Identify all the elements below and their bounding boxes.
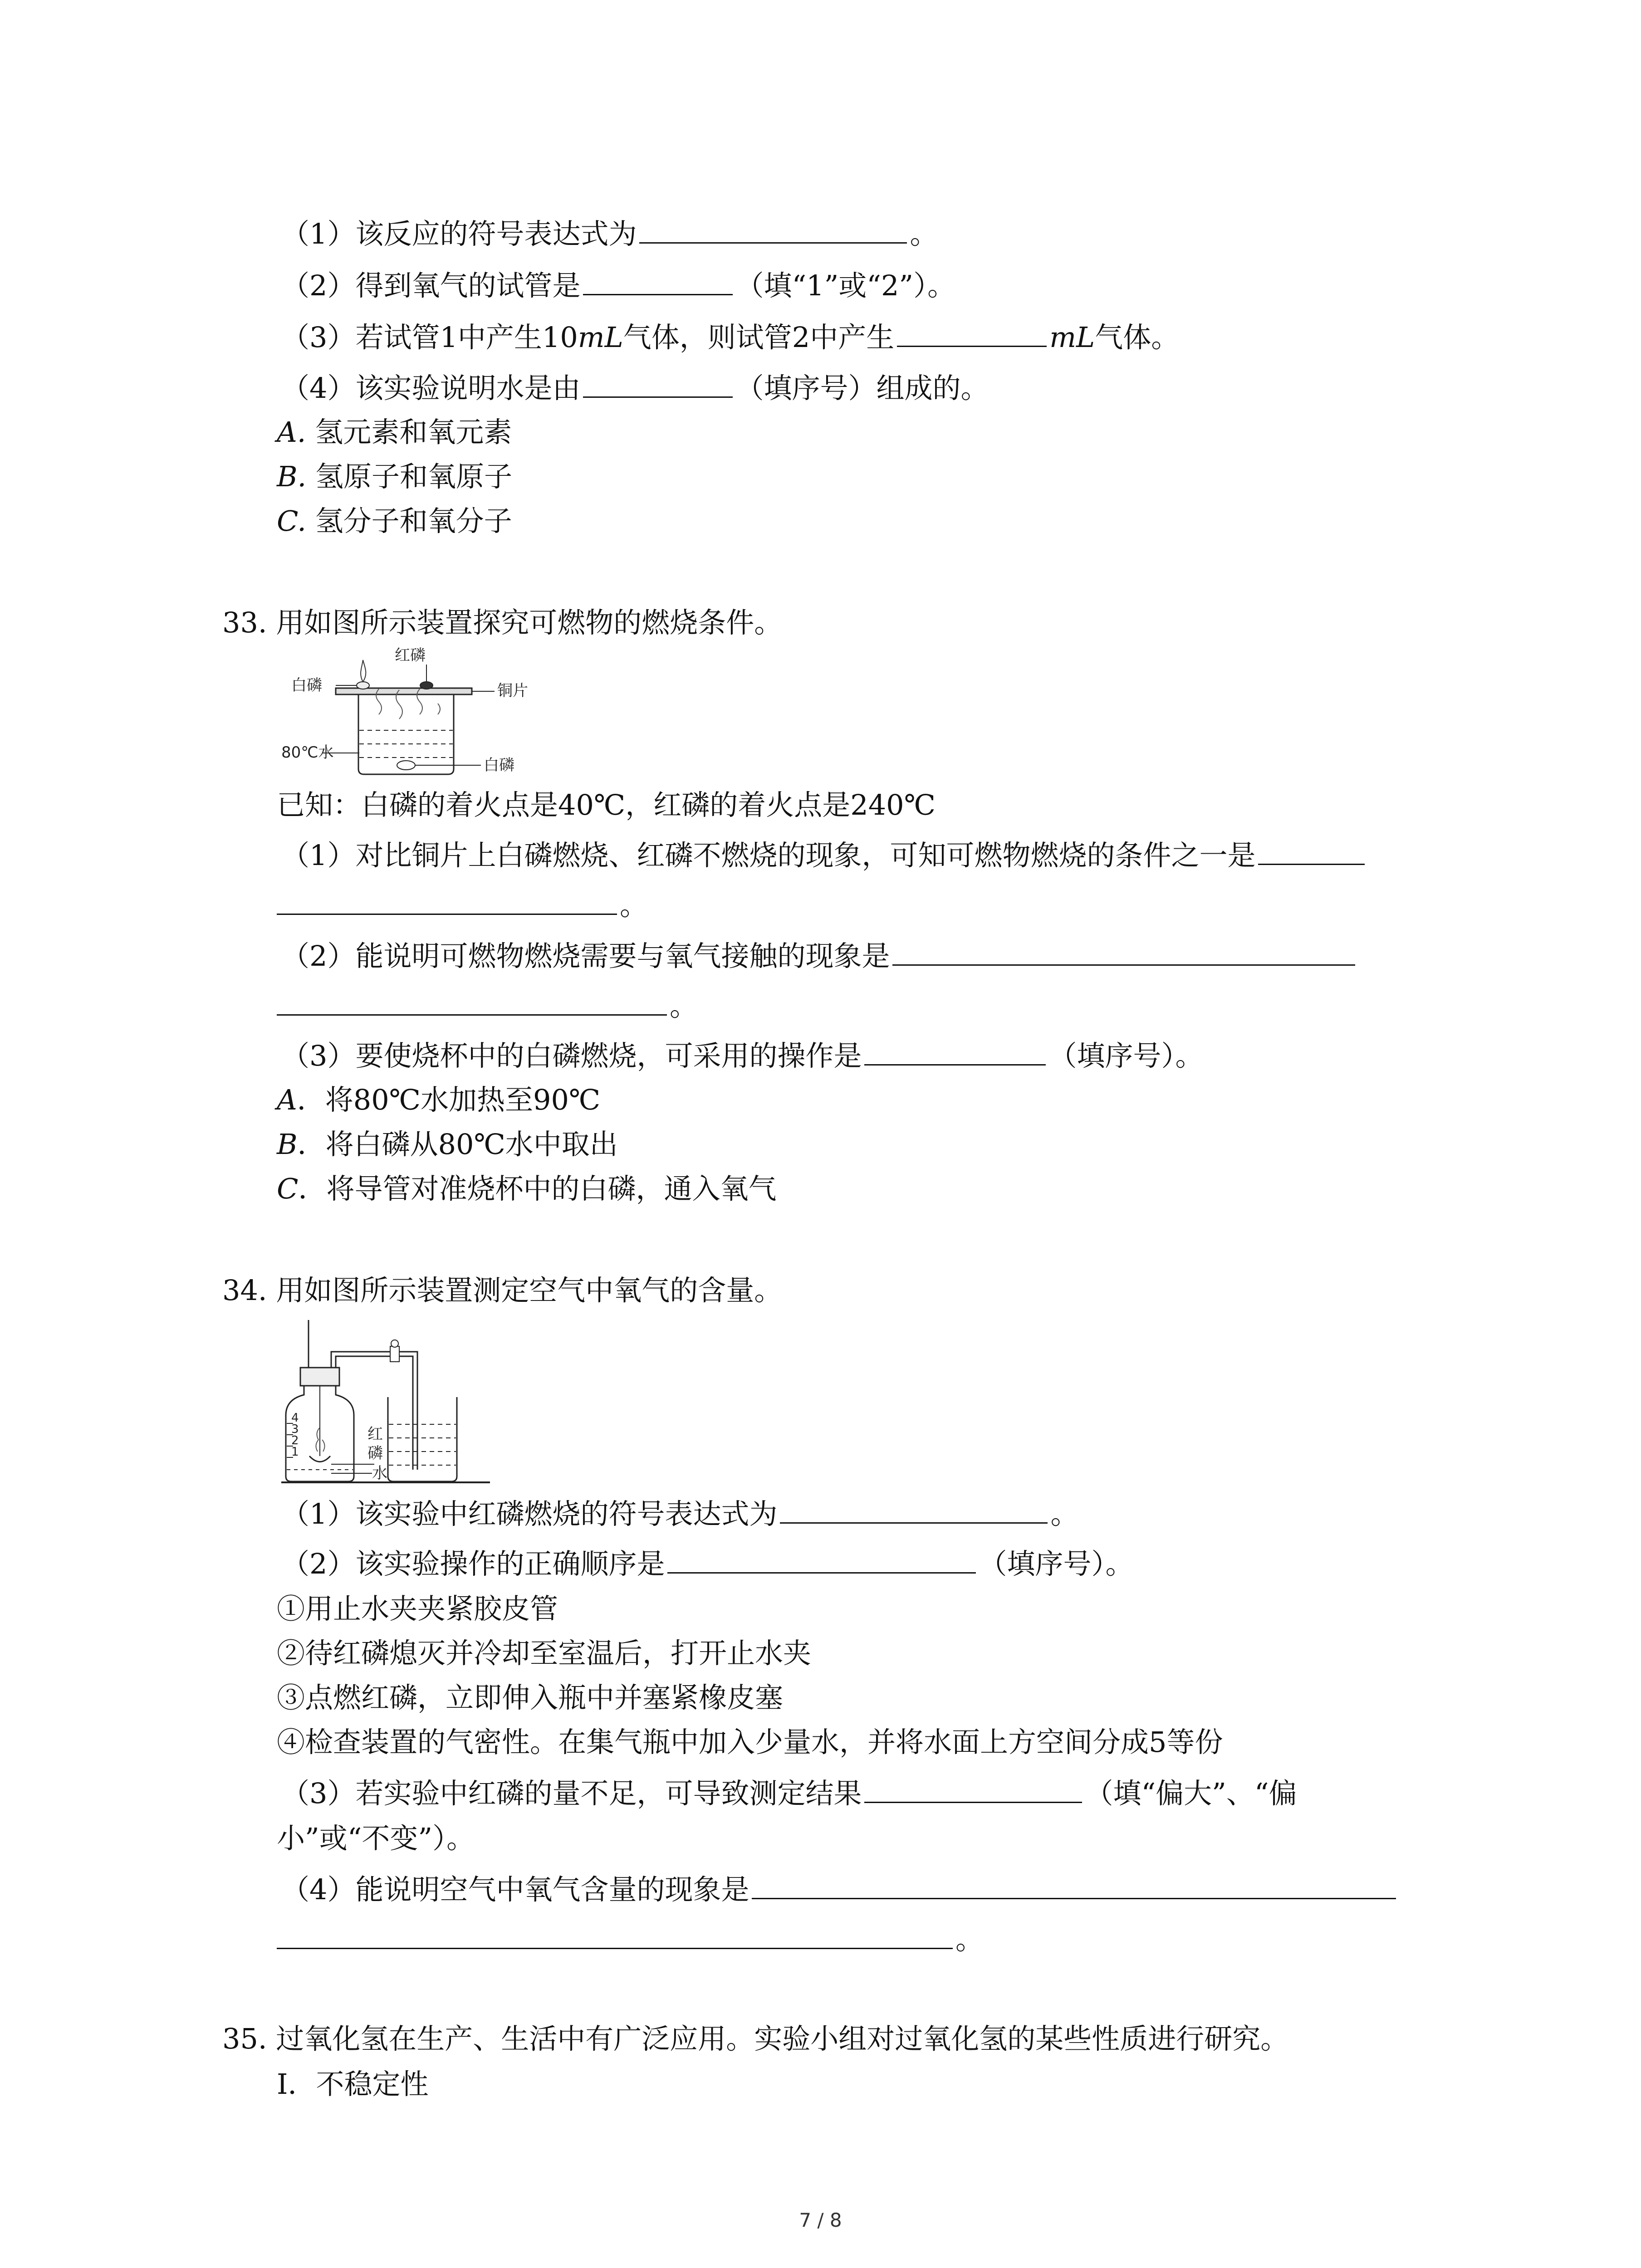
answer-blank[interactable] — [277, 884, 617, 915]
label-white-phosphorus-bottom: 白磷 — [484, 756, 514, 774]
q34-step-2: ②待红磷熄灭并冷却至室温后，打开止水夹 — [277, 1637, 812, 1670]
answer-blank[interactable] — [277, 984, 667, 1016]
q32-option-c: C. 氢分子和氧分子 — [277, 504, 512, 538]
q33-option-c: C．将导管对准烧杯中的白磷，通入氧气 — [277, 1172, 777, 1205]
q33-sub3: （3）要使烧杯中的白磷燃烧，可采用的操作是 （填序号）。 — [281, 1034, 1203, 1076]
q34-step-4: ④检查装置的气密性。在集气瓶中加入少量水，并将水面上方空间分成5等份 — [277, 1725, 1223, 1759]
label-hot-water: 80℃水 — [281, 743, 334, 762]
q32-sub4: （4）该实验说明水是由 （填序号）组成的。 — [281, 367, 989, 409]
answer-blank[interactable] — [892, 934, 1355, 966]
scale-mark-2: 2 — [291, 1434, 299, 1447]
red-phosphorus — [420, 682, 433, 689]
copper-sheet — [336, 688, 472, 694]
scale-mark-4: 4 — [291, 1411, 299, 1425]
q33-stem: 33. 用如图所示装置探究可燃物的燃烧条件。 — [222, 606, 783, 639]
q33-option-a: A．将80℃水加热至90℃ — [277, 1083, 601, 1116]
white-phosphorus-bottom — [397, 761, 415, 770]
q33-sub1: （1）对比铜片上白磷燃烧、红磷不燃烧的现象，可知可燃物燃烧的条件之一是 — [281, 834, 1367, 876]
scale-mark-1: 1 — [291, 1445, 299, 1459]
q33-sub2: （2）能说明可燃物燃烧需要与氧气接触的现象是 — [281, 934, 1358, 977]
q34-sub4: （4）能说明空气中氧气含量的现象是 — [281, 1868, 1399, 1910]
answer-blank[interactable] — [864, 1034, 1046, 1066]
water-stop-clamp — [390, 1346, 399, 1362]
q32-sub2: （2）得到氧气的试管是 （填“1”或“2”）。 — [281, 264, 955, 306]
answer-blank[interactable] — [752, 1868, 1396, 1899]
answer-blank[interactable] — [667, 1542, 976, 1574]
combustion-spoon — [309, 1456, 330, 1462]
beaker — [388, 1397, 457, 1481]
answer-blank[interactable] — [639, 212, 907, 244]
answer-blank[interactable] — [897, 316, 1047, 347]
answer-blank[interactable] — [583, 367, 733, 398]
rubber-stopper — [300, 1368, 339, 1386]
label-red: 红 — [367, 1425, 383, 1443]
label-white-phosphorus-top: 白磷 — [291, 676, 322, 694]
q34-sub1: （1）该实验中红磷燃烧的符号表达式为 。 — [281, 1492, 1078, 1535]
oxygen-content-apparatus-figure — [281, 1320, 490, 1492]
page-number: 7 / 8 — [799, 2209, 842, 2231]
answer-blank[interactable] — [1258, 834, 1365, 865]
answer-blank[interactable] — [277, 1918, 953, 1949]
answer-blank[interactable] — [583, 264, 733, 295]
white-phosphorus-top — [357, 682, 369, 689]
flame-icon — [361, 660, 366, 682]
q32-option-a: A. 氢元素和氧元素 — [277, 415, 512, 449]
label-red-phosphorus: 红磷 — [395, 646, 426, 665]
q34-sub4-cont: 。 — [277, 1918, 984, 1960]
label-copper-sheet: 铜片 — [497, 682, 528, 700]
q34-sub3: （3）若实验中红磷的量不足，可导致测定结果 （填“偏大”、“偏 — [281, 1772, 1297, 1814]
q33-sub2-cont: 。 — [277, 984, 698, 1026]
combustion-apparatus-figure — [281, 646, 535, 787]
q33-sub1-cont: 。 — [277, 884, 648, 926]
q32-option-b: B. 氢原子和氧原子 — [277, 460, 513, 493]
label-phosphorus: 磷 — [367, 1444, 383, 1462]
q34-sub3-cont: 小”或“不变”）。 — [277, 1822, 475, 1855]
q34-stem: 34. 用如图所示装置测定空气中氧气的含量。 — [222, 1274, 783, 1307]
q34-step-3: ③点燃红磷，立即伸入瓶中并塞紧橡皮塞 — [277, 1681, 784, 1714]
label-water: 水 — [372, 1464, 387, 1482]
answer-blank[interactable] — [780, 1492, 1048, 1524]
q33-known: 已知：白磷的着火点是40℃，红磷的着火点是240℃ — [277, 788, 936, 821]
q32-sub3: （3）若试管1中产生10mL气体，则试管2中产生 mL气体。 — [281, 316, 1179, 358]
q32-sub1: （1）该反应的符号表达式为 。 — [281, 212, 938, 254]
q35-stem: 35. 过氧化氢在生产、生活中有广泛应用。实验小组对过氧化氢的某些性质进行研究。 — [222, 2022, 1289, 2055]
answer-blank[interactable] — [864, 1772, 1082, 1803]
scale-mark-3: 3 — [291, 1422, 299, 1436]
q34-step-1: ①用止水夹夹紧胶皮管 — [277, 1592, 558, 1625]
q33-option-b: B．将白磷从80℃水中取出 — [277, 1128, 618, 1161]
q35-part1: Ⅰ．不稳定性 — [277, 2068, 429, 2101]
q34-sub2: （2）该实验操作的正确顺序是 （填序号）。 — [281, 1542, 1133, 1584]
